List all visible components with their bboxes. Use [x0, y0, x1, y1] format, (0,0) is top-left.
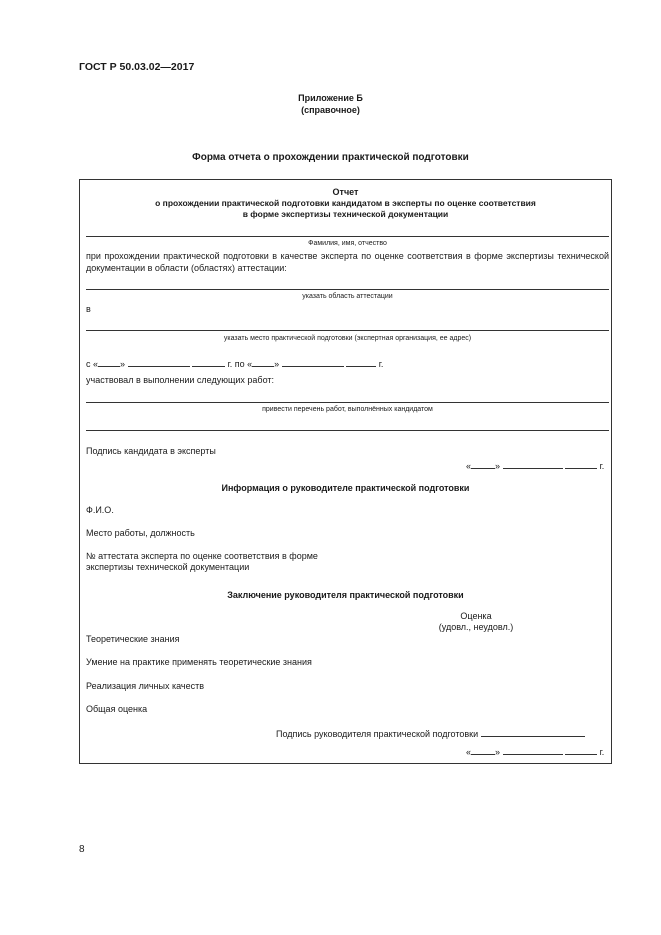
cand-date-year-label: г. — [599, 461, 605, 471]
cand-date-month[interactable] — [503, 459, 563, 469]
date-to-year-label: г. — [378, 359, 384, 369]
area-caption: указать область аттестации — [302, 293, 393, 300]
works-line-2[interactable] — [86, 430, 609, 431]
sup-date-open: « — [466, 747, 472, 757]
sup-date-year[interactable] — [565, 745, 597, 755]
supervisor-info-title: Информация о руководителе практической подготовки — [221, 483, 470, 493]
supervisor-signature-date — [466, 745, 604, 757]
date-to-close: » — [274, 359, 280, 369]
fio-caption: Фамилия, имя, отчество — [308, 240, 387, 247]
form-title: Форма отчета о прохождении практической подготовки — [192, 152, 469, 163]
works-caption: привести перечень работ, выполнённых кандидатом — [262, 406, 433, 413]
appendix-note: (справочное) — [301, 105, 360, 115]
conclusion-title: Заключение руководителя практической подготовки — [227, 590, 464, 600]
supervisor-signature — [276, 727, 585, 739]
cand-date-open: « — [466, 461, 472, 471]
appendix-title: Приложение Б — [298, 93, 363, 103]
supervisor-certificate-line1: № аттестата эксперта по оценке соответствия в форме — [86, 551, 318, 561]
report-subtitle-line2: в форме экспертизы технической документации — [242, 209, 449, 219]
conclusion-item-personal: Реализация личных качеств — [86, 681, 205, 691]
training-text: при прохождении практической подготовки в качестве эксперта по оценке соответствия в форме экспертизы технической документации в области (областях) аттестации: — [86, 251, 609, 273]
place-line[interactable] — [86, 330, 609, 331]
area-line[interactable] — [86, 289, 609, 290]
date-from-label: с « — [86, 359, 99, 369]
conclusion-item-overall: Общая оценка — [86, 704, 148, 714]
date-to-year[interactable] — [346, 357, 376, 367]
cand-date-year[interactable] — [565, 459, 597, 469]
document-header: ГОСТ Р 50.03.02—2017 — [79, 61, 195, 73]
sup-date-close: » — [495, 747, 501, 757]
supervisor-fio-label: Ф.И.О. — [86, 505, 114, 515]
supervisor-certificate-line2: экспертизы технической документации — [86, 562, 250, 572]
in-text: в — [86, 304, 91, 314]
sup-date-year-label: г. — [599, 747, 605, 757]
conclusion-item-practice: Умение на практике применять теоретические знания — [86, 657, 312, 667]
sup-date-month[interactable] — [503, 745, 563, 755]
date-from-close: » — [120, 359, 126, 369]
training-dates — [86, 357, 383, 369]
candidate-signature-date — [466, 459, 604, 471]
fio-line[interactable] — [86, 236, 609, 237]
report-subtitle-line1: о прохождении практической подготовки кандидатом в эксперты по оценке соответствия — [155, 198, 536, 208]
page-number: 8 — [79, 844, 85, 855]
date-to-day[interactable] — [252, 357, 274, 367]
date-from-year[interactable] — [192, 357, 225, 367]
grade-label: Оценка — [460, 611, 492, 621]
date-to-month[interactable] — [282, 357, 344, 367]
date-from-day[interactable] — [98, 357, 120, 367]
cand-date-day[interactable] — [471, 459, 495, 469]
candidate-signature-label: Подпись кандидата в эксперты — [86, 446, 216, 456]
supervisor-workplace-label: Место работы, должность — [86, 528, 195, 538]
date-from-month[interactable] — [128, 357, 190, 367]
sup-date-day[interactable] — [471, 745, 495, 755]
cand-date-close: » — [495, 461, 501, 471]
participated-text: участвовал в выполнении следующих работ: — [86, 375, 274, 385]
supervisor-signature-label: Подпись руководителя практической подготовки — [276, 729, 479, 739]
place-caption: указать место практической подготовки (экспертная организация, ее адрес) — [223, 335, 472, 342]
date-to-label: г. по « — [227, 359, 253, 369]
grade-options: (удовл., неудовл.) — [438, 622, 514, 632]
report-title: Отчет — [332, 187, 359, 197]
works-line-1[interactable] — [86, 402, 609, 403]
conclusion-item-theory: Теоретические знания — [86, 634, 180, 644]
supervisor-signature-line[interactable] — [481, 727, 585, 737]
